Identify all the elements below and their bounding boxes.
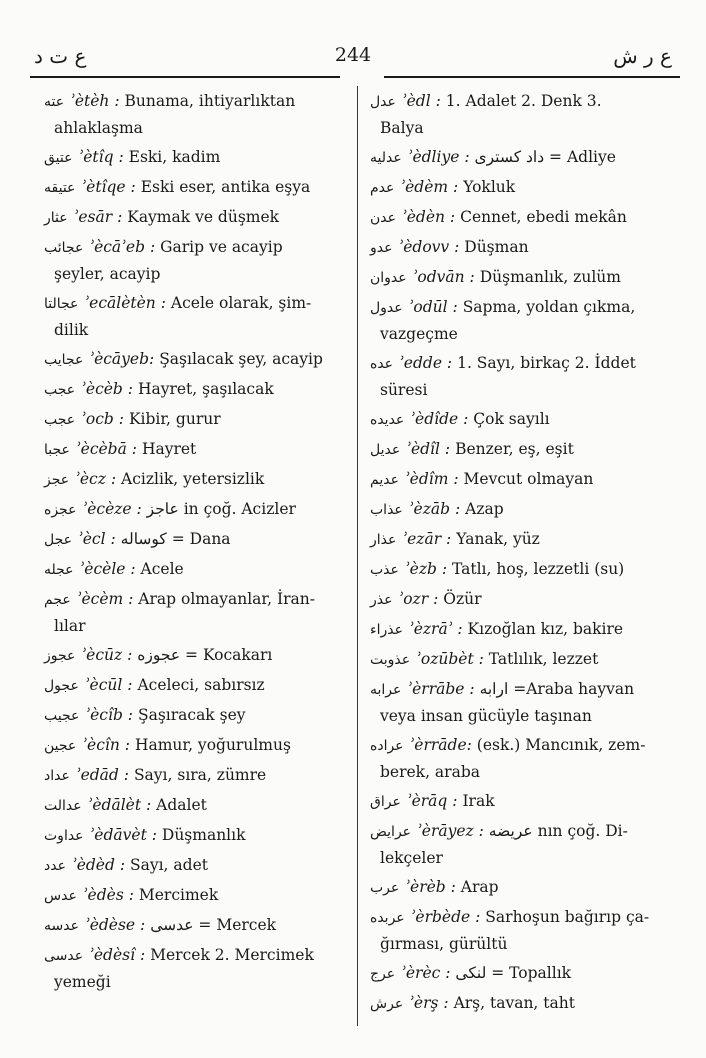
entry-definition-continued: veya insan gücüyle taşınan [380, 707, 592, 725]
entry-line [370, 676, 680, 703]
entry-arabic-word: عدول [370, 300, 403, 316]
dictionary-entry [44, 882, 344, 909]
entry-transliteration: ʾèrāyez : [417, 822, 484, 840]
entry-transliteration: ʾècèb : [81, 380, 133, 398]
entry-definition: داد كسترى = Adliye [474, 148, 616, 166]
dictionary-entry [44, 496, 344, 523]
entry-transliteration: ʾèrş : [409, 994, 449, 1012]
page-number: 244 [334, 44, 372, 66]
entry-line [370, 406, 680, 433]
entry-transliteration: ʾècūz : [81, 646, 133, 664]
entry-arabic-word: عجبا [44, 442, 70, 458]
entry-arabic-word: عجزه [44, 502, 77, 518]
entry-line [370, 88, 680, 115]
dictionary-entry [370, 436, 680, 463]
entry-transliteration: ʾesār : [73, 208, 123, 226]
entry-definition: 1. Sayı, birkaç 2. İddet [457, 354, 636, 372]
entry-definition: Yanak, yüz [456, 530, 540, 548]
entry-definition: عجوزه = Kocakarı [137, 646, 273, 664]
entry-line [370, 264, 680, 291]
entry-definition: Acele [140, 560, 184, 578]
entry-definition: Düşmanlık, zulüm [479, 268, 621, 286]
entry-arabic-word: عديم [370, 472, 399, 488]
entry-arabic-word: عراده [370, 738, 404, 754]
entry-line [44, 436, 344, 463]
dictionary-entry [44, 912, 344, 939]
entry-definition-continued: ahlaklaşma [54, 119, 143, 137]
entry-definition: Mercimek [138, 886, 219, 904]
entry-definition: عريضه nın çoğ. Di- [488, 822, 628, 840]
entry-definition: Azap [465, 500, 504, 518]
entry-definition: Eski eser, antika eşya [140, 178, 311, 196]
entry-arabic-word: عذوبت [370, 652, 411, 668]
entry-arabic-word: عرج [370, 966, 396, 982]
entry-transliteration: ʾèdèm : [400, 178, 459, 196]
dictionary-entry [44, 346, 344, 373]
entry-definition: Irak [462, 792, 495, 810]
entry-definition: Adalet [156, 796, 207, 814]
dictionary-entry [44, 672, 344, 699]
entry-line [370, 874, 680, 901]
entry-definition: كوساله = Dana [120, 530, 231, 548]
dictionary-entry [44, 556, 344, 583]
dictionary-entry [44, 144, 344, 171]
entry-arabic-word: عرايض [370, 824, 412, 840]
entry-arabic-word: عتيق [44, 150, 73, 166]
entry-definition: Kaymak ve düşmek [127, 208, 280, 226]
entry-arabic-word: عجايب [44, 352, 84, 368]
entry-line [370, 788, 680, 815]
entry-transliteration: ʾodūl : [408, 298, 458, 316]
entry-transliteration: ʾèzb : [404, 560, 448, 578]
entry-definition-continued: dilik [54, 321, 89, 339]
entry-line [44, 882, 344, 909]
dictionary-entry [370, 234, 680, 261]
entry-arabic-word: عرابه [370, 682, 402, 698]
entry-arabic-word: عجل [44, 532, 72, 548]
entry-arabic-word: عدس [44, 888, 77, 904]
entry-transliteration: ʾèrrāde: [409, 736, 472, 754]
entry-line [370, 818, 680, 845]
dictionary-entry [370, 586, 680, 613]
entry-line [370, 466, 680, 493]
entry-transliteration: ʾècūl : [84, 676, 133, 694]
entry-definition: Cennet, ebedi mekân [460, 208, 627, 226]
entry-transliteration: ʾèzāb : [408, 500, 461, 518]
entry-line [44, 732, 344, 759]
entry-arabic-word: عربده [370, 910, 405, 926]
entry-line [44, 406, 344, 433]
dictionary-entry [370, 904, 680, 957]
entry-arabic-word: عجين [44, 738, 77, 754]
entry-arabic-word: عدن [370, 210, 396, 226]
entry-transliteration: ʾezār : [402, 530, 452, 548]
dictionary-entry [44, 234, 344, 287]
dictionary-entry [370, 264, 680, 291]
entry-definition: Sapma, yoldan çıkma, [462, 298, 636, 316]
entry-arabic-word: عدوان [370, 270, 407, 286]
entry-definition: Kibir, gurur [128, 410, 221, 428]
dictionary-entry [44, 792, 344, 819]
dictionary-entry [370, 990, 680, 1017]
entry-line [370, 234, 680, 261]
entry-definition: (esk.) Mancınık, zem- [476, 736, 646, 754]
dictionary-entry [370, 646, 680, 673]
entry-definition-continued: yemeği [54, 973, 111, 991]
entry-line [44, 376, 344, 403]
entry-line [44, 556, 344, 583]
dictionary-entry [370, 818, 680, 871]
entry-line [44, 586, 344, 613]
column-divider [357, 86, 358, 1026]
entry-line [370, 646, 680, 673]
entry-definition-continued: süresi [380, 381, 428, 399]
dictionary-entry [44, 526, 344, 553]
entry-line [44, 526, 344, 553]
entry-line [44, 174, 344, 201]
dictionary-entry [370, 732, 680, 785]
entry-arabic-word: عدم [370, 180, 395, 196]
entry-transliteration: ʾèrbède : [410, 908, 481, 926]
entry-transliteration: ʾèdès : [82, 886, 134, 904]
entry-transliteration: ʾècîn : [82, 736, 130, 754]
entry-transliteration: ʾèdālèt : [87, 796, 152, 814]
entry-transliteration: ʾèdèsî : [89, 946, 146, 964]
entry-arabic-word: عرب [370, 880, 400, 896]
entry-arabic-word: عدو [370, 240, 393, 256]
dictionary-entry [370, 556, 680, 583]
entry-transliteration: ʾèdîde : [410, 410, 469, 428]
entry-line [370, 496, 680, 523]
entry-line [44, 642, 344, 669]
entry-transliteration: ʾècāyeb: [89, 350, 155, 368]
entry-transliteration: ʾèdovv : [398, 238, 460, 256]
entry-transliteration: ʾècl : [78, 530, 116, 548]
entry-line [370, 436, 680, 463]
entry-arabic-word: عجيب [44, 708, 80, 724]
entry-line [44, 852, 344, 879]
dictionary-entry [370, 788, 680, 815]
dictionary-entry [370, 960, 680, 987]
dictionary-entry [370, 88, 680, 141]
header-rule-right [384, 76, 680, 78]
entry-arabic-word: عديل [370, 442, 401, 458]
dictionary-entry [370, 406, 680, 433]
entry-transliteration: ʾèdèd : [71, 856, 126, 874]
entry-line [44, 672, 344, 699]
entry-definition: Kızoğlan kız, bakire [467, 620, 624, 638]
entry-definition-continued: Balya [380, 119, 424, 137]
dictionary-entry [44, 762, 344, 789]
entry-definition: Arap [460, 878, 499, 896]
entry-transliteration: ʾèrrābe : [407, 680, 475, 698]
entry-definition: Acizlik, yetersizlik [121, 470, 265, 488]
dictionary-entry [370, 174, 680, 201]
entry-line [44, 144, 344, 171]
entry-arabic-word: عجله [44, 562, 74, 578]
dictionary-entry [370, 144, 680, 171]
entry-definition-continued: lılar [54, 617, 86, 635]
entry-line [44, 762, 344, 789]
entry-definition: Yokluk [463, 178, 516, 196]
entry-arabic-word: عدل [370, 94, 396, 110]
entry-arabic-word: عرش [370, 996, 404, 1012]
entry-definition: Şaşılacak şey, acayip [159, 350, 323, 368]
entry-definition: Özür [443, 590, 482, 608]
entry-definition: Sarhoşun bağırıp ça- [485, 908, 650, 926]
entry-transliteration: ʾèdèse : [84, 916, 146, 934]
dictionary-entry [44, 204, 344, 231]
entry-definition: عدسى = Mercek [150, 916, 277, 934]
dictionary-entry [44, 702, 344, 729]
entry-definition: Bunama, ihtiyarlıktan [124, 92, 296, 110]
dictionary-entry [44, 290, 344, 343]
entry-arabic-word: عثار [44, 210, 68, 226]
dictionary-entry [370, 294, 680, 347]
entry-transliteration: ʾètîqe : [81, 178, 136, 196]
entry-definition: Sayı, adet [129, 856, 208, 874]
entry-definition: Mevcut olmayan [463, 470, 594, 488]
entry-definition: Hamur, yoğurulmuş [134, 736, 291, 754]
entry-arabic-word: عجب [44, 382, 76, 398]
entry-line [370, 556, 680, 583]
dictionary-entry [370, 874, 680, 901]
entry-line [370, 586, 680, 613]
entry-transliteration: ʾozūbèt : [416, 650, 484, 668]
entry-transliteration: ʾètîq : [78, 148, 124, 166]
entry-line [370, 294, 680, 321]
dictionary-entry [370, 350, 680, 403]
entry-definition: Garip ve acayip [160, 238, 283, 256]
entry-transliteration: ʾèdîm : [404, 470, 459, 488]
entry-definition-continued: lekçeler [380, 849, 443, 867]
entry-definition: Benzer, eş, eşit [455, 440, 574, 458]
entry-line [370, 526, 680, 553]
dictionary-entry [44, 642, 344, 669]
entry-arabic-word: عدسه [44, 918, 79, 934]
entry-definition: عاجز in çoğ. Acizler [146, 500, 296, 518]
entry-line [44, 822, 344, 849]
header-rule-left [30, 76, 340, 78]
entry-arabic-word: عراق [370, 794, 401, 810]
entry-arabic-word: عذراء [370, 622, 403, 638]
dictionary-entry [44, 732, 344, 759]
entry-arabic-word: عذر [370, 592, 393, 608]
entry-arabic-word: عجز [44, 472, 70, 488]
entry-line [370, 990, 680, 1017]
entry-line [370, 144, 680, 171]
entry-transliteration: ʾècāʾeb : [89, 238, 156, 256]
dictionary-entry [44, 406, 344, 433]
entry-line [44, 88, 344, 115]
entry-line [370, 904, 680, 931]
entry-transliteration: ʾecālètèn : [84, 294, 166, 312]
entry-arabic-word: عجائب [44, 240, 84, 256]
entry-arabic-word: عدد [44, 858, 66, 874]
dictionary-entry [44, 466, 344, 493]
entry-definition: Mercek 2. Mercimek [150, 946, 314, 964]
entry-definition: Tatlı, hoş, lezzetli (su) [452, 560, 625, 578]
entry-arabic-word: عدليه [370, 150, 402, 166]
dictionary-entry [370, 204, 680, 231]
dictionary-entry [370, 496, 680, 523]
entry-definition: Sayı, sıra, zümre [133, 766, 267, 784]
entry-line [44, 942, 344, 969]
entry-arabic-word: عجوز [44, 648, 76, 664]
entry-transliteration: ʾècèze : [82, 500, 142, 518]
entry-transliteration: ʾècèle : [79, 560, 136, 578]
entry-transliteration: ʾèdāvèt : [89, 826, 157, 844]
entry-transliteration: ʾèdliye : [407, 148, 470, 166]
entry-arabic-word: عجم [44, 592, 71, 608]
entry-line [44, 234, 344, 261]
entry-line [44, 290, 344, 317]
entry-line [370, 616, 680, 643]
dictionary-entry [44, 88, 344, 141]
entry-arabic-word: عذاب [370, 502, 403, 518]
entry-transliteration: ʾozr : [398, 590, 439, 608]
entry-definition: 1. Adalet 2. Denk 3. [445, 92, 602, 110]
dictionary-entry [44, 376, 344, 403]
entry-definition: Eski, kadim [128, 148, 221, 166]
entry-transliteration: ʾèdl : [401, 92, 441, 110]
entry-transliteration: ʾèrèb : [405, 878, 456, 896]
entry-definition: Düşman [464, 238, 529, 256]
entry-definition: لنكى = Topallık [455, 964, 572, 982]
right-column [370, 88, 680, 1020]
dictionary-entry [44, 174, 344, 201]
entry-definition: Şaşıracak şey [137, 706, 246, 724]
entry-definition: Acele olarak, şim- [170, 294, 312, 312]
entry-arabic-word: عتيقه [44, 180, 76, 196]
entry-line [370, 350, 680, 377]
entry-definition: Arş, tavan, taht [453, 994, 575, 1012]
entry-line [370, 204, 680, 231]
entry-line [44, 912, 344, 939]
entry-arabic-word: عجالتا [44, 296, 79, 312]
entry-definition: Arap olmayanlar, İran- [138, 590, 315, 608]
entry-transliteration: ʾèrāq : [406, 792, 458, 810]
entry-definition: Hayret, şaşılacak [137, 380, 274, 398]
entry-definition: Düşmanlık [161, 826, 246, 844]
entry-transliteration: ʾèdèn : [401, 208, 456, 226]
entry-arabic-word: عجول [44, 678, 79, 694]
entry-transliteration: ʾèrèc : [401, 964, 451, 982]
entry-transliteration: ʾedād : [75, 766, 129, 784]
dictionary-entry [44, 436, 344, 463]
entry-arabic-word: عديده [370, 412, 405, 428]
entry-arabic-word: عذب [370, 562, 399, 578]
entry-definition: Aceleci, sabırsız [137, 676, 265, 694]
dictionary-entry [370, 676, 680, 729]
entry-definition: Tatlılık, lezzet [488, 650, 599, 668]
dictionary-entry [44, 852, 344, 879]
dictionary-entry [44, 586, 344, 639]
entry-arabic-word: عته [44, 94, 65, 110]
entry-definition-continued: berek, araba [380, 763, 480, 781]
entry-line [370, 732, 680, 759]
entry-arabic-word: عدالت [44, 798, 82, 814]
dictionary-entry [370, 616, 680, 643]
entry-transliteration: ʾècèm : [76, 590, 134, 608]
entry-definition: Hayret [141, 440, 197, 458]
dictionary-entry [44, 822, 344, 849]
entry-definition: Çok sayılı [473, 410, 550, 428]
dictionary-entry [370, 466, 680, 493]
entry-line [44, 204, 344, 231]
entry-line [44, 496, 344, 523]
entry-line [370, 174, 680, 201]
entry-transliteration: ʾocb : [81, 410, 124, 428]
entry-line [44, 792, 344, 819]
entry-arabic-word: عداد [44, 768, 70, 784]
header-left-letters: ع ت د [34, 44, 87, 68]
dictionary-entry [370, 526, 680, 553]
entry-line [44, 466, 344, 493]
entry-arabic-word: عداوت [44, 828, 84, 844]
entry-transliteration: ʾèzrāʾ : [408, 620, 463, 638]
entry-line [44, 702, 344, 729]
header-right-letters: ع ر ش [613, 44, 672, 68]
entry-arabic-word: عجب [44, 412, 76, 428]
entry-transliteration: ʾècz : [75, 470, 117, 488]
entry-definition-continued: vazgeçme [380, 325, 458, 343]
dictionary-entry [44, 942, 344, 995]
entry-transliteration: ʾècèbā : [75, 440, 137, 458]
entry-definition-continued: şeyler, acayip [54, 265, 161, 283]
entry-transliteration: ʾècîb : [85, 706, 134, 724]
entry-definition-continued: ğırması, gürültü [380, 935, 508, 953]
entry-transliteration: ʾodvān : [412, 268, 475, 286]
left-column [44, 88, 344, 998]
entry-line [370, 960, 680, 987]
entry-transliteration: ʾedde : [399, 354, 453, 372]
entry-arabic-word: عده [370, 356, 394, 372]
entry-definition: ارابه =Araba hayvan [479, 680, 635, 698]
entry-transliteration: ʾèdîl : [406, 440, 451, 458]
entry-line [44, 346, 344, 373]
entry-arabic-word: عدسى [44, 948, 84, 964]
entry-transliteration: ʾètèh : [70, 92, 120, 110]
entry-arabic-word: عذار [370, 532, 397, 548]
